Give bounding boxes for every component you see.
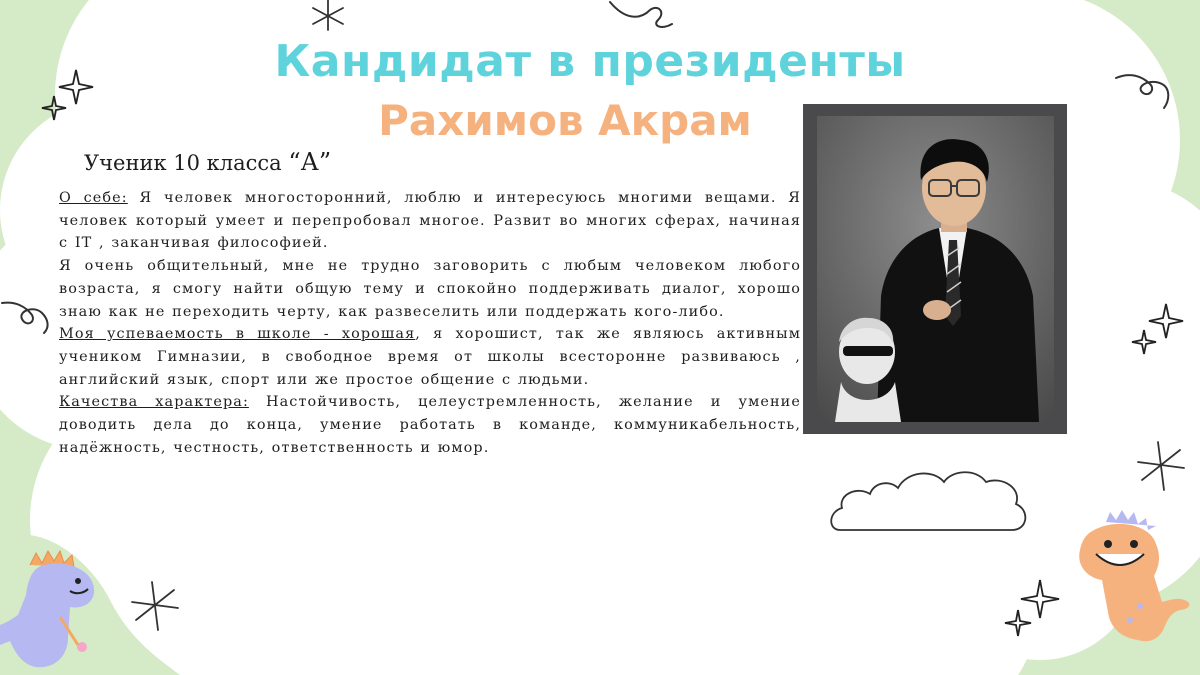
grade-line [84,148,331,176]
dinosaur-blue-icon [0,545,100,671]
character-paragraph [59,391,801,459]
curly-doodle-icon [0,295,56,337]
performance-paragraph [59,323,801,391]
character-heading: Качества характера: [59,394,249,411]
candidate-name: Рахимов Акрам [378,96,752,145]
grade-letter: “А” [288,148,332,176]
portrait-image [817,116,1054,422]
performance-heading: Моя успеваемость в школе - хорошая [59,326,416,343]
grade-label: Ученик 10 класса [84,151,289,175]
dinosaur-orange-icon [1076,510,1198,646]
asterisk-doodle-icon [130,580,180,632]
cloud-outline-icon [826,458,1032,538]
character-text: Настойчивость, целеустремленность, желание и умение доводить дела до конца, умение работать в команде, коммуникабельность, надёжность, честность, ответственность и юмор. [59,394,801,456]
social-paragraph [59,255,801,323]
sparkle-stars-icon [38,66,100,128]
performance-text: , я хорошист, так же являюсь активным учеником Гимназии, в свободное время от школы всесторонне развиваюсь , английский язык, спорт или же простое общение с людьми. [59,326,801,388]
social-text: Я очень общительный, мне не трудно заговорить с любым человеком любого возраста, я смогу найти общую тему и спокойно поддерживать диалог, хорошо знаю как не переходить черту, как развеселить или поддержать кого-либо. [59,258,801,320]
asterisk-doodle-icon [1136,440,1186,492]
curly-doodle-icon [1112,68,1178,114]
sparkle-stars-icon [1128,300,1188,362]
asterisk-doodle-icon [305,0,351,36]
bio-text [59,187,801,459]
about-paragraph [59,187,801,255]
page-title: Кандидат в президенты [274,36,906,87]
about-text: Я человек многосторонний, люблю и интересуюсь многими вещами. Я человек который умеет и перепробовал многое. Развит во многих сферах, начиная с IT , заканчивая философией. [59,190,801,252]
about-heading: О себе: [59,190,128,206]
portrait-frame [803,104,1067,434]
curly-doodle-icon [600,0,680,40]
portrait-photo [817,116,1054,422]
sparkle-stars-icon [1000,578,1064,644]
